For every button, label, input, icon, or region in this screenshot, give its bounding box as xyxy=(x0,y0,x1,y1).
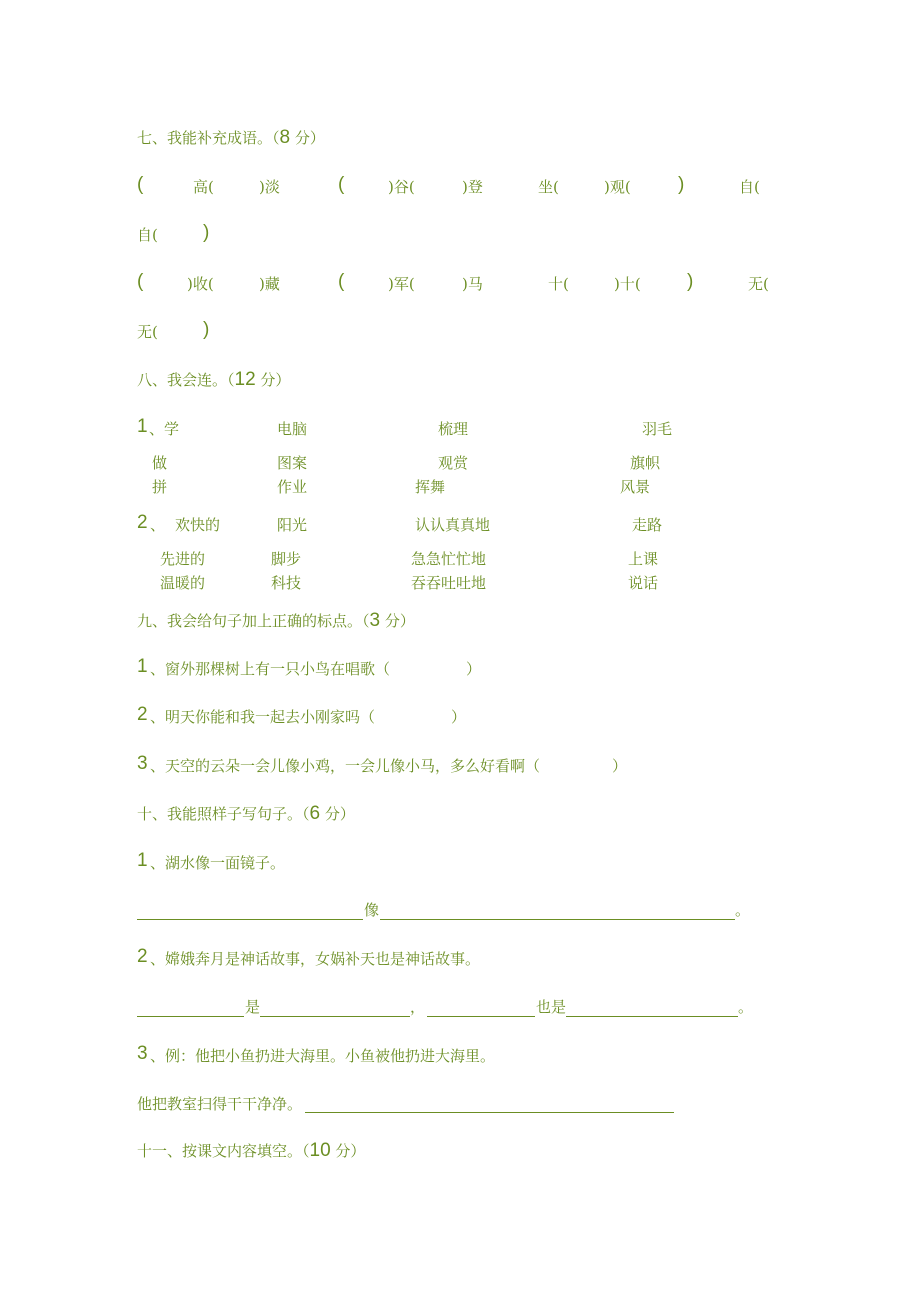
idiom-blank-text: 坐( xyxy=(538,178,559,196)
match-word: 电脑 xyxy=(277,420,308,438)
idiom-blank-text: 十( xyxy=(548,275,569,293)
idiom-blank-text: 无( xyxy=(137,323,158,341)
match-word: 先进的 xyxy=(160,550,206,568)
answer-blank[interactable] xyxy=(137,919,363,920)
item-text: 、明天你能和我一起去小刚家吗（ xyxy=(150,708,376,726)
section-title-text: 九、我会给句子加上正确的标点。（ xyxy=(137,612,370,630)
answer-blank[interactable] xyxy=(566,1016,738,1017)
item-separator: 、 xyxy=(150,516,166,534)
item-number: 2 xyxy=(137,512,148,533)
answer-word: 像 xyxy=(364,901,380,919)
section-11-title xyxy=(137,1141,365,1161)
answer-blank[interactable] xyxy=(427,1016,535,1017)
item-number: 2 xyxy=(137,946,148,967)
match-word: 作业 xyxy=(277,478,308,496)
item-number: 3 xyxy=(137,1043,148,1064)
answer-end-mark: 。 xyxy=(738,998,754,1016)
section-title-suffix: 分） xyxy=(330,1142,366,1160)
score-value: 3 xyxy=(369,610,381,631)
section-title-text: 十、我能照样子写句子。（ xyxy=(137,805,310,823)
paren-close: ) xyxy=(203,222,210,243)
match-word: 拼 xyxy=(152,478,168,496)
match-word: 羽毛 xyxy=(642,420,673,438)
item-text: 、天空的云朵一会儿像小鸡，一会儿像小马，多么好看啊（ xyxy=(150,757,541,775)
idiom-blank-text: )十( xyxy=(614,275,641,293)
idiom-blank-text: )淡 xyxy=(259,178,280,196)
idiom-blank-text: 无( xyxy=(748,275,769,293)
match-word: 温暖的 xyxy=(160,574,206,592)
item-text: 、湖水像一面镜子。 xyxy=(150,854,286,872)
idiom-blank-text: )登 xyxy=(462,178,483,196)
idiom-blank-text: )谷( xyxy=(388,178,415,196)
answer-word: 是 xyxy=(245,998,261,1016)
match-word: 梳理 xyxy=(438,420,469,438)
section-7-title xyxy=(137,128,325,148)
idiom-blank-text: )军( xyxy=(388,275,415,293)
answer-word: ， xyxy=(410,998,426,1016)
match-word: 做 xyxy=(152,454,168,472)
paren-open: ( xyxy=(338,174,345,195)
match-word: 欢快的 xyxy=(175,516,221,534)
answer-blank[interactable] xyxy=(137,1016,244,1017)
item-number: 3 xyxy=(137,753,148,774)
item-number: 1 xyxy=(137,850,148,871)
match-word: 阳光 xyxy=(277,516,308,534)
match-word: 说话 xyxy=(628,574,659,592)
section-10-title xyxy=(137,804,355,824)
item-text: 、例：他把小鱼扔进大海里。小鱼被他扔进大海里。 xyxy=(150,1047,496,1065)
answer-prompt: 他把教室扫得干干净净。 xyxy=(137,1095,303,1113)
match-word: 认认真真地 xyxy=(415,516,491,534)
match-word: 挥舞 xyxy=(415,478,446,496)
paren-close: ） xyxy=(466,660,482,678)
item-number: 1 xyxy=(137,656,148,677)
idiom-blank-text: 高( xyxy=(193,178,214,196)
section-title-text: 七、我能补充成语。（ xyxy=(137,129,280,147)
match-word: 上课 xyxy=(628,550,659,568)
idiom-blank-text: )藏 xyxy=(259,275,280,293)
paren-open: ( xyxy=(137,271,144,292)
section-title-suffix: 分） xyxy=(320,805,355,823)
section-9-title xyxy=(137,611,415,631)
answer-word: 也是 xyxy=(536,998,567,1016)
match-word: 观赏 xyxy=(438,454,469,472)
answer-blank[interactable] xyxy=(305,1112,674,1113)
paren-close: ） xyxy=(451,708,467,726)
match-word: 科技 xyxy=(271,574,302,592)
score-value: 12 xyxy=(234,369,256,390)
idiom-blank-text: )观( xyxy=(604,178,631,196)
match-word: 、学 xyxy=(149,420,180,438)
item-number: 1 xyxy=(137,416,148,437)
item-text: 、窗外那棵树上有一只小鸟在唱歌（ xyxy=(150,660,391,678)
match-word: 风景 xyxy=(620,478,651,496)
section-8-title xyxy=(137,370,290,390)
section-title-text: 八、我会连。（ xyxy=(137,371,235,389)
match-word: 走路 xyxy=(632,516,663,534)
match-word: 脚步 xyxy=(271,550,302,568)
answer-blank[interactable] xyxy=(260,1016,410,1017)
section-title-text: 十一、按课文内容填空。（ xyxy=(137,1142,310,1160)
idiom-blank-text: )收( xyxy=(187,275,214,293)
match-word: 急急忙忙地 xyxy=(411,550,487,568)
answer-end-mark: 。 xyxy=(735,901,751,919)
paren-close: ） xyxy=(612,757,628,775)
paren-open: ( xyxy=(137,174,144,195)
section-title-suffix: 分） xyxy=(290,129,325,147)
idiom-blank-text: )马 xyxy=(462,275,483,293)
match-word: 吞吞吐吐地 xyxy=(411,574,487,592)
idiom-blank-text: 自( xyxy=(739,178,760,196)
match-word: 图案 xyxy=(277,454,308,472)
score-value: 6 xyxy=(309,803,321,824)
score-value: 8 xyxy=(279,127,291,148)
paren-open: ( xyxy=(338,271,345,292)
section-title-suffix: 分） xyxy=(255,371,291,389)
score-value: 10 xyxy=(309,1140,331,1161)
idiom-blank-text: 自( xyxy=(137,226,158,244)
paren-close: ) xyxy=(203,319,210,340)
item-text: 、嫦娥奔月是神话故事，女娲补天也是神话故事。 xyxy=(150,950,481,968)
paren-close: ) xyxy=(687,271,694,292)
answer-blank[interactable] xyxy=(380,919,735,920)
paren-close: ) xyxy=(678,174,685,195)
match-word: 旗帜 xyxy=(630,454,661,472)
section-title-suffix: 分） xyxy=(380,612,415,630)
item-number: 2 xyxy=(137,704,148,725)
